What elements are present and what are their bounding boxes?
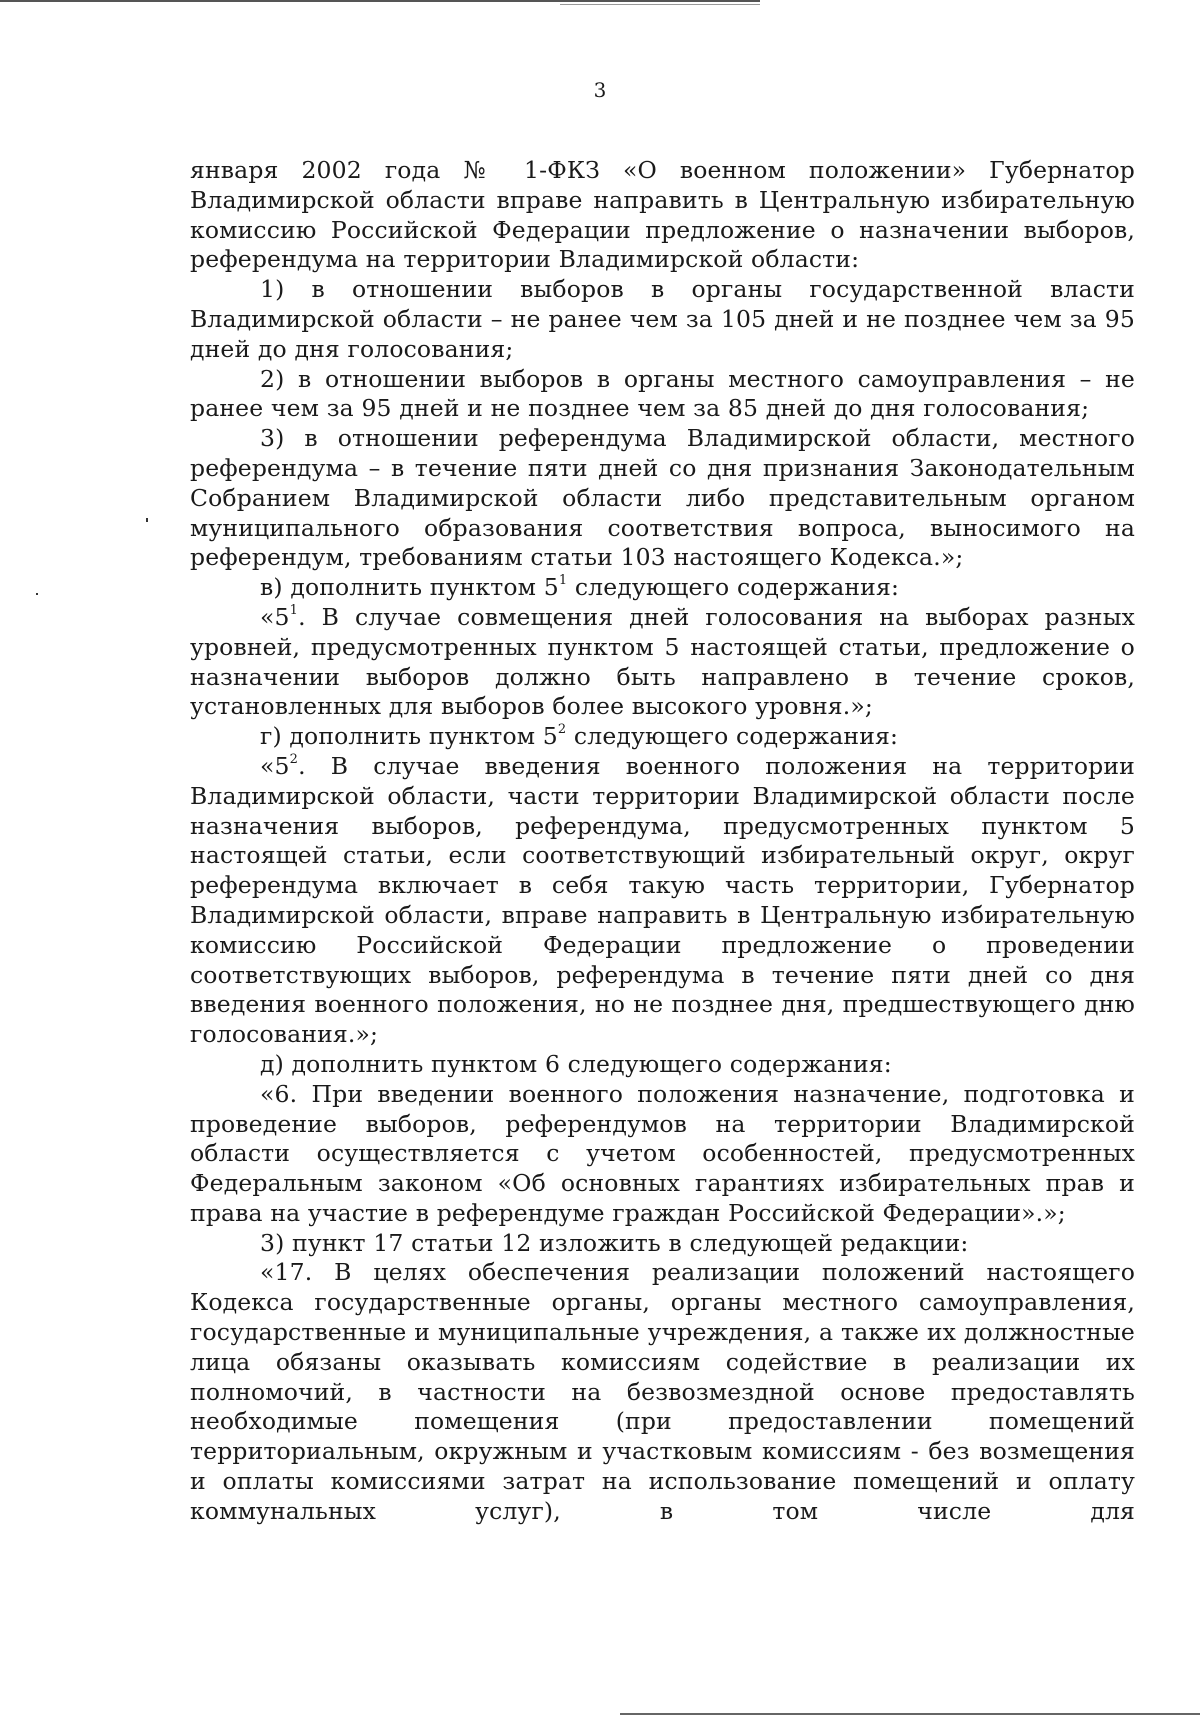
scan-edge-top [0,0,760,2]
paragraph-intro: января 2002 года № 1-ФКЗ «О военном положении» Губернатор Владимирской области вправе направить в Центральную избирательную комиссию Российской Федерации предложение о назначении выборов, референдума на территории Владимирской области: [190,156,1135,274]
paragraph-point-5-2-before: «5 [260,751,290,780]
paragraph-point-5-1-before: «5 [260,602,290,631]
paragraph-point-5-1 [190,603,1135,722]
superscript: 1 [558,573,568,589]
superscript: 1 [289,603,299,619]
document-body [190,156,1135,1527]
paragraph-amendment-g [190,722,1135,752]
paragraph-point-5-2 [190,752,1135,1050]
paragraph-item-article-12: 3) пункт 17 статьи 12 изложить в следующей редакции: [260,1228,969,1257]
scan-edge-top-secondary [560,4,760,5]
paragraph-item-3: 3) в отношении референдума Владимирской области, местного референдума – в течение пяти дней со дня признания Законодательным Собранием Владимирской области либо представительным органом муниципального образования соответствия вопроса, выносимого на референдум, требованиям статьи 103 настоящего Кодекса.»; [190,424,1135,572]
paragraph-point-5-2-after: . В случае введения военного положения на территории Владимирской области, части территории Владимирской области после назначения выборов, референдума, предусмотренных пунктом 5 настоящей статьи, если соответствующий избирательный округ, округ референдума включает в себя такую часть территории, Губернатор Владимирской области, вправе направить в Центральную избирательную комиссию Российской Федерации предложение о проведении соответствующих выборов, референдума в течение пяти дней со дня введения военного положения, но не позднее дня, предшествующего дню голосования.»; [190,751,1135,1049]
page-number: 3 [593,78,607,102]
scan-edge-bottom [620,1713,1200,1715]
paragraph-amendment-v-after: следующего содержания: [567,573,900,602]
scan-speck [36,593,38,595]
paragraph-point-17: «17. В целях обеспечения реализации положений настоящего Кодекса государственные органы, органы местного самоуправления, государственные и муниципальные учреждения, а также их должностные лица обязаны оказывать комиссиям содействие в реализации их полномочий, в частности на безвозмездной основе предоставлять необходимые помещения (при предоставлении помещений территориальным, окружным и участковым комиссиям - без возмещения и оплаты комиссиями затрат на использование помещений и оплату коммунальных услуг), в том числе для [190,1258,1135,1525]
paragraph-item-2: 2) в отношении выборов в органы местного самоуправления – не ранее чем за 95 дней и не позднее чем за 85 дней до дня голосования; [190,364,1135,423]
paragraph-amendment-g-before: г) дополнить пунктом 5 [260,722,558,751]
scan-speck [146,518,148,522]
paragraph-amendment-v-before: в) дополнить пунктом 5 [260,573,559,602]
paragraph-amendment-v [190,573,1135,603]
superscript: 2 [289,752,299,768]
paragraph-amendment-d: д) дополнить пунктом 6 следующего содержания: [260,1049,892,1078]
paragraph-item-1: 1) в отношении выборов в органы государственной власти Владимирской области – не ранее чем за 105 дней и не позднее чем за 95 дней до дня голосования; [190,275,1135,363]
paragraph-point-6: «6. При введении военного положения назначение, подготовка и проведение выборов, референдумов на территории Владимирской области осуществляется с учетом особенностей, предусмотренных Федеральным законом «Об основных гарантиях избирательных прав и права на участие в референдуме граждан Российской Федерации».»; [190,1079,1135,1227]
paragraph-amendment-g-after: следующего содержания: [566,722,899,751]
paragraph-point-5-1-after: . В случае совмещения дней голосования на выборах разных уровней, предусмотренных пунктом 5 настоящей статьи, предложение о назначении выборов должно быть направлено в течение сроков, установленных для выборов более высокого уровня.»; [190,602,1135,721]
superscript: 2 [557,722,567,738]
